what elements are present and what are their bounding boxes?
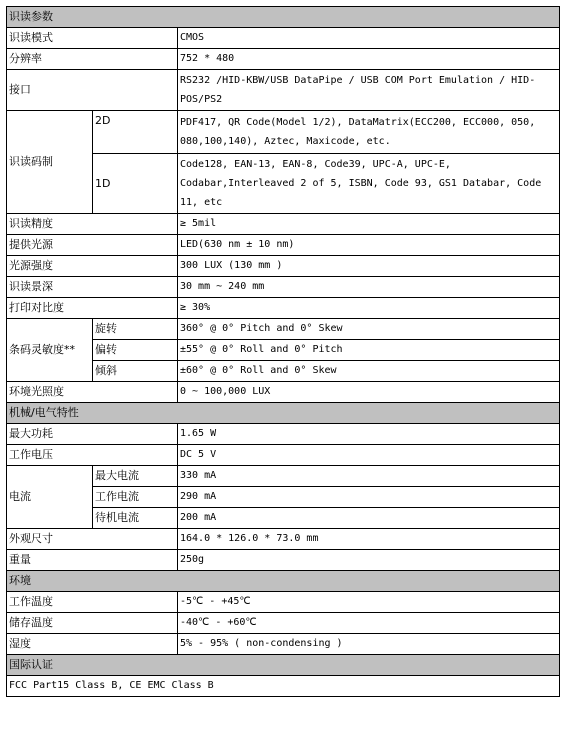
row-label: 接口: [7, 70, 178, 111]
sub-label: 倾斜: [93, 361, 178, 382]
row-value: ±60° @ 0° Roll and 0° Skew: [178, 361, 560, 382]
row-value: 250g: [178, 550, 560, 571]
sub-label: 工作电流: [93, 487, 178, 508]
row-symbology-2d: [7, 111, 560, 154]
section-env: [7, 571, 560, 592]
row-value: 5% - 95% ( non-condensing ): [178, 634, 560, 655]
row-value: -40℃ - +60℃: [178, 613, 560, 634]
row-value: 290 mA: [178, 487, 560, 508]
row-value: ≥ 5mil: [178, 214, 560, 235]
row-value: 752 * 480: [178, 49, 560, 70]
row-value: ±55° @ 0° Roll and 0° Pitch: [178, 340, 560, 361]
row-sensitivity-rotate: [7, 319, 560, 340]
row-value: DC 5 V: [178, 445, 560, 466]
row-dimensions: [7, 529, 560, 550]
row-value: PDF417, QR Code(Model 1/2), DataMatrix(ECC200, ECC000, 050, 080,100,140), Aztec, Maxicode, etc.: [178, 111, 560, 154]
section-cert: [7, 655, 560, 676]
row-value: 300 LUX (130 mm ): [178, 256, 560, 277]
row-label: 工作电压: [7, 445, 178, 466]
row-max-power: [7, 424, 560, 445]
sub-label: 2D: [93, 111, 178, 154]
row-label: 识读精度: [7, 214, 178, 235]
section-title: 环境: [7, 571, 560, 592]
row-value: 30 mm ~ 240 mm: [178, 277, 560, 298]
row-label: 最大功耗: [7, 424, 178, 445]
row-print-contrast: [7, 298, 560, 319]
sub-label: 偏转: [93, 340, 178, 361]
row-certification: [7, 676, 560, 697]
row-value: RS232 /HID-KBW/USB DataPipe / USB COM Port Emulation / HID-POS/PS2: [178, 70, 560, 111]
spec-table: [6, 6, 560, 697]
row-humidity: [7, 634, 560, 655]
row-label: 外观尺寸: [7, 529, 178, 550]
row-label: 湿度: [7, 634, 178, 655]
row-value: 360° @ 0° Pitch and 0° Skew: [178, 319, 560, 340]
row-label: 打印对比度: [7, 298, 178, 319]
row-operating-temp: [7, 592, 560, 613]
row-label: 提供光源: [7, 235, 178, 256]
row-label: 环境光照度: [7, 382, 178, 403]
row-value: CMOS: [178, 28, 560, 49]
section-title: 识读参数: [7, 7, 560, 28]
row-value: ≥ 30%: [178, 298, 560, 319]
row-resolution: [7, 49, 560, 70]
row-label: 光源强度: [7, 256, 178, 277]
row-label: 分辨率: [7, 49, 178, 70]
row-storage-temp: [7, 613, 560, 634]
row-label: 工作温度: [7, 592, 178, 613]
row-ambient-light: [7, 382, 560, 403]
row-depth-of-field: [7, 277, 560, 298]
row-interface: [7, 70, 560, 111]
row-label: 识读码制: [7, 111, 93, 214]
row-voltage: [7, 445, 560, 466]
row-value: LED(630 nm ± 10 nm): [178, 235, 560, 256]
row-current-max: [7, 466, 560, 487]
row-value: 1.65 W: [178, 424, 560, 445]
row-scan-mode: [7, 28, 560, 49]
section-title: 机械/电气特性: [7, 403, 560, 424]
row-value: -5℃ - +45℃: [178, 592, 560, 613]
row-precision: [7, 214, 560, 235]
row-label: 电流: [7, 466, 93, 529]
row-label: 识读模式: [7, 28, 178, 49]
row-value: 200 mA: [178, 508, 560, 529]
row-light-source: [7, 235, 560, 256]
row-label: 识读景深: [7, 277, 178, 298]
section-mech: [7, 403, 560, 424]
row-value: 0 ~ 100,000 LUX: [178, 382, 560, 403]
sub-label: 1D: [93, 154, 178, 214]
row-value: Code128, EAN-13, EAN-8, Code39, UPC-A, UPC-E, Codabar,Interleaved 2 of 5, ISBN, Code 93, GS1 Databar, Code 11, etc: [178, 154, 560, 214]
section-scan: [7, 7, 560, 28]
row-label: 储存温度: [7, 613, 178, 634]
row-label: 条码灵敏度**: [7, 319, 93, 382]
sub-label: 旋转: [93, 319, 178, 340]
sub-label: 待机电流: [93, 508, 178, 529]
row-label: 重量: [7, 550, 178, 571]
row-light-intensity: [7, 256, 560, 277]
section-title: 国际认证: [7, 655, 560, 676]
row-value: FCC Part15 Class B, CE EMC Class B: [7, 676, 560, 697]
row-value: 164.0 * 126.0 * 73.0 mm: [178, 529, 560, 550]
row-value: 330 mA: [178, 466, 560, 487]
sub-label: 最大电流: [93, 466, 178, 487]
row-weight: [7, 550, 560, 571]
